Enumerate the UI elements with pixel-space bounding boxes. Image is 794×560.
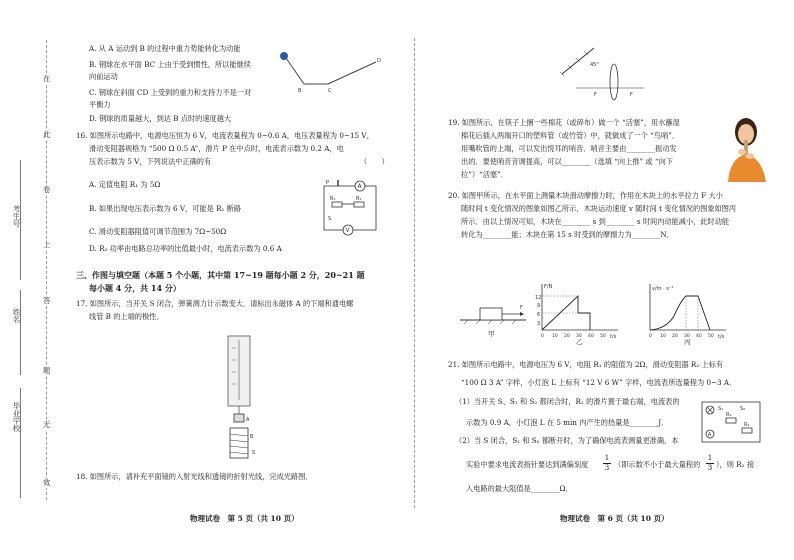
- ground-hatch: [476, 320, 480, 324]
- label-b: B: [250, 434, 254, 440]
- focus-label: F: [630, 92, 633, 98]
- girl-shirt: [728, 154, 766, 182]
- x-tick-label: 0: [541, 334, 544, 339]
- q21-line-2: “100 Ω 3 A” 字样，小灯泡 L 上标有 “12 V 6 W” 字样，电流表所选量程为 0~3 A．: [461, 378, 737, 387]
- q19-line-1: 19. 如图所示，在筷子上捆一些棉花（或碎布）做一个 “活塞”，用水蘸湿: [448, 118, 680, 127]
- focus-label: F: [594, 92, 597, 98]
- x-tick-label: 0: [649, 334, 652, 339]
- q20-velocity-time-graph: [642, 280, 732, 346]
- slider-label-p: P: [326, 180, 330, 186]
- q16-option-d: D. R₂ 功率由电路总功率的比值最小时，电流表示数为 0.6 A: [89, 244, 282, 253]
- y-tick-label: 9: [537, 303, 541, 309]
- q15-option-c: C. 钢球在斜面 CD 上受到的重力和支持力不是一对: [89, 88, 252, 97]
- x-axis-label: t/s: [718, 334, 725, 340]
- label-s: S: [328, 216, 332, 222]
- x-tick-label: 30: [576, 334, 582, 339]
- exam-id-line: [20, 160, 21, 280]
- q21-line-1: 21. 如图所示电路中，电源电压为 6 V，电阻 R₁ 的阻值为 2Ω，滑动变阻器 R₂ 上标有: [448, 360, 724, 369]
- x-tick-label: 30: [684, 334, 690, 339]
- q16-line-1: 16. 如图所示电路中，电源电压恒为 6 V，电流表量程为 0~0.6 A，电压表量程为 0~15 V，: [76, 131, 374, 140]
- q19-line-3: 用嘴吹管的上端，可以发出悦耳的哨音．哨音主要由________振动发: [461, 144, 677, 153]
- y-axis-label: v/m · s⁻¹: [652, 286, 674, 292]
- q21-line-3: （1）当开关 S、S₁ 和 S₂ 都闭合时，R₂ 的滑片置于最右端，电流表的: [455, 397, 680, 406]
- fraction-denominator: 3: [604, 464, 610, 472]
- q15-option-b: B. 钢球在水平面 BC 上由于受到惯性，所以能继续: [89, 60, 251, 69]
- y-tick-label: 6: [537, 312, 541, 318]
- point-label-c: C: [328, 88, 332, 94]
- y-tick-label: 12: [535, 295, 542, 301]
- q16-circuit-figure: [318, 178, 386, 238]
- ammeter-letter: A: [357, 183, 362, 190]
- section-3-title: 三、作图与填空题（本题 5 个小题，其中第 17~19 题每小题 2 分，20~21 题: [76, 270, 365, 280]
- page-footer-right: 物理试卷 第 6 页（共 10 页）: [560, 514, 669, 523]
- binding-char: 答: [43, 296, 51, 305]
- x-tick-label: 20: [672, 334, 678, 339]
- slope-cd: [328, 62, 376, 84]
- q19-line-4: 出的．要使哨音音调提高，可以________（选填 “向上推” 或 “向下: [461, 157, 673, 166]
- point-label-b: B: [298, 88, 302, 94]
- fraction-one-third: [706, 454, 714, 473]
- exam-id-label: 考生号: [12, 205, 21, 228]
- x-tick-label: 20: [564, 334, 570, 339]
- y-tick-label: 3: [537, 321, 541, 327]
- girl-hand: [738, 149, 746, 155]
- circuit-loop: [324, 186, 376, 230]
- fraction-numerator: 1: [604, 454, 610, 462]
- binding-char: 此: [43, 130, 51, 139]
- name-label: 姓名: [12, 308, 21, 323]
- velocity-series-line: [650, 296, 710, 330]
- q15-option-a: A. 从 A 运动到 B 的过程中重力势能转化为动能: [89, 44, 241, 53]
- q16-line-2: 滑动变阻器规格为 “500 Ω 0.5 A”，滑片 P 在中点时，电流表示数为 0.2 A，电: [89, 144, 344, 153]
- label-s: S: [252, 450, 256, 456]
- fraction-denominator: 3: [707, 464, 713, 472]
- q19-line-2: 棉花后插入两端开口的塑料管（或竹管）中，就做成了一个 “鸟哨”．: [461, 131, 680, 140]
- convex-lens: [610, 64, 618, 100]
- label-s2: S₂: [740, 406, 746, 412]
- figure-bing-label: 丙: [684, 338, 691, 346]
- label-s1: S₁: [718, 406, 724, 412]
- q17-line-2: 线管 B 的上端的极性．: [89, 312, 164, 321]
- angle-label: 45°: [590, 62, 599, 68]
- ammeter-letter: A: [707, 432, 712, 438]
- binding-char: 上: [43, 240, 51, 249]
- q20-line-2: 随时间 t 变化情况的图象如图乙所示，木块运动速度 v 随时间 t 变化情况的图象如图丙: [461, 204, 737, 213]
- magnet-a: [234, 414, 244, 422]
- q19-whistle-girl-photo: [724, 112, 768, 182]
- q20-block-figure: [460, 292, 530, 340]
- label-r2: R₂: [356, 196, 362, 202]
- q21-line-7: 入电路的最大阻值是________Ω．: [466, 484, 573, 493]
- slope-ab: [286, 58, 304, 84]
- arrow-head: [520, 312, 524, 316]
- q17-spring-scale-figure: [218, 334, 268, 466]
- q16-line-3: 压表示数为 5 V，下列说法中正确的有: [89, 157, 212, 166]
- q17-line-1: 17. 如图所示，当开关 S 闭合，弹簧测力计示数变大．请标出永磁体 A 的下端和通电螺: [76, 299, 354, 308]
- force-label: F: [520, 305, 523, 311]
- binding-char: 在: [43, 74, 51, 83]
- page-fold-line: [414, 38, 415, 508]
- page-footer-left: 物理试卷 第 5 页（共 10 页）: [190, 514, 299, 523]
- name-line: [20, 290, 21, 375]
- x-axis-label: t/s: [610, 334, 617, 340]
- school-label: 毕业学校: [12, 402, 21, 432]
- q16-answer-bracket: （ ）: [360, 157, 389, 166]
- ground-hatch: [512, 320, 516, 324]
- q18-optics-figure: [548, 44, 648, 106]
- q21-line-6c: ），则 R₂ 接: [716, 460, 755, 469]
- binding-line: [46, 40, 47, 500]
- q20-line-3: 所示．由以上情况可知，木块在________ s 到________ s 时间内动能减小，此时动能: [461, 217, 730, 226]
- plane-mirror: [562, 48, 594, 74]
- girl-hand: [746, 153, 754, 159]
- q15-option-c-cont: 平衡力: [89, 100, 111, 109]
- x-tick-label: 10: [660, 334, 666, 339]
- q16-option-c: C. 滑动变阻器阻值可调节范围为 7Ω~50Ω: [89, 227, 227, 236]
- q20-force-time-graph: [534, 280, 624, 346]
- q15-option-b-cont: 向前运动: [89, 72, 118, 81]
- ground-hatch: [500, 320, 504, 324]
- fraction-one-third: [603, 454, 611, 473]
- x-tick-label: 10: [552, 334, 558, 339]
- figure-yi-label: 乙: [576, 338, 583, 346]
- binding-char: 题: [43, 366, 51, 375]
- binding-char: 无: [43, 420, 51, 429]
- x-tick-label: 50: [600, 334, 606, 339]
- q20-line-1: 20. 如图甲所示，在水平面上测量木块滑动摩擦力时，作用在木块上的水平拉力 F 大小: [448, 191, 723, 200]
- q21-line-6a: 实验中要求电流表指针要达到满偏刻度: [466, 460, 589, 469]
- q15-track-figure: [276, 48, 396, 94]
- voltmeter-letter: V: [345, 227, 350, 234]
- q21-line-5: （2）当 S 闭合，S₁ 和 S₂ 都断开时，为了确保电流表测量更准确，本: [455, 436, 679, 445]
- x-tick-label: 40: [696, 334, 702, 339]
- q21-circuit-figure: [696, 396, 766, 448]
- label-r1: R₁: [330, 196, 336, 202]
- rheostat-r2: [742, 428, 752, 433]
- q20-line-4: 转化为________能；木块在第 15 s 时受到的摩擦力为________N．: [461, 230, 674, 239]
- q19-line-5: 拉”）“活塞”．: [461, 170, 508, 179]
- ground-hatch: [488, 320, 492, 324]
- point-label-d: D: [377, 58, 381, 64]
- q21-line-4: 示数为 0.9 A，小灯泡 L 在 5 min 内产生的热量是________J．: [466, 418, 669, 427]
- figure-jia-label: 甲: [488, 330, 495, 338]
- q18-line: 18. 如图所示，请补充平面镜的入射光线和透镜的折射光线，完成光路图．: [76, 472, 313, 481]
- q21-line-6b: （即示数不小于最大量程的: [614, 460, 701, 469]
- x-tick-label: 50: [708, 334, 714, 339]
- q16-option-a: A. 定值电阻 R₁ 为 5Ω: [89, 180, 161, 189]
- label-a: A: [246, 417, 250, 423]
- ground-hatch: [464, 320, 468, 324]
- x-tick-label: 40: [588, 334, 594, 339]
- fraction-numerator: 1: [707, 454, 713, 462]
- section-3-title-cont: 每小题 4 分，共 14 分）: [89, 283, 181, 293]
- q16-option-b: B. 如果出现电压表示数为 6 V，可能是 R₁ 断路: [89, 204, 242, 213]
- rheostat-r2: [354, 202, 364, 207]
- wood-block: [480, 308, 502, 320]
- label-r2: R₂: [744, 422, 750, 428]
- label-r1: R₁: [726, 412, 732, 418]
- school-line: [20, 388, 21, 498]
- binding-char: 效: [43, 478, 51, 487]
- resistor-r1: [726, 418, 736, 423]
- q15-option-d: D. 钢球的质量越大，到达 B 点时的速度越大: [89, 114, 232, 123]
- y-axis-label: F/N: [544, 284, 553, 290]
- binding-char: 卷: [43, 185, 51, 194]
- resistor-r1: [332, 202, 342, 207]
